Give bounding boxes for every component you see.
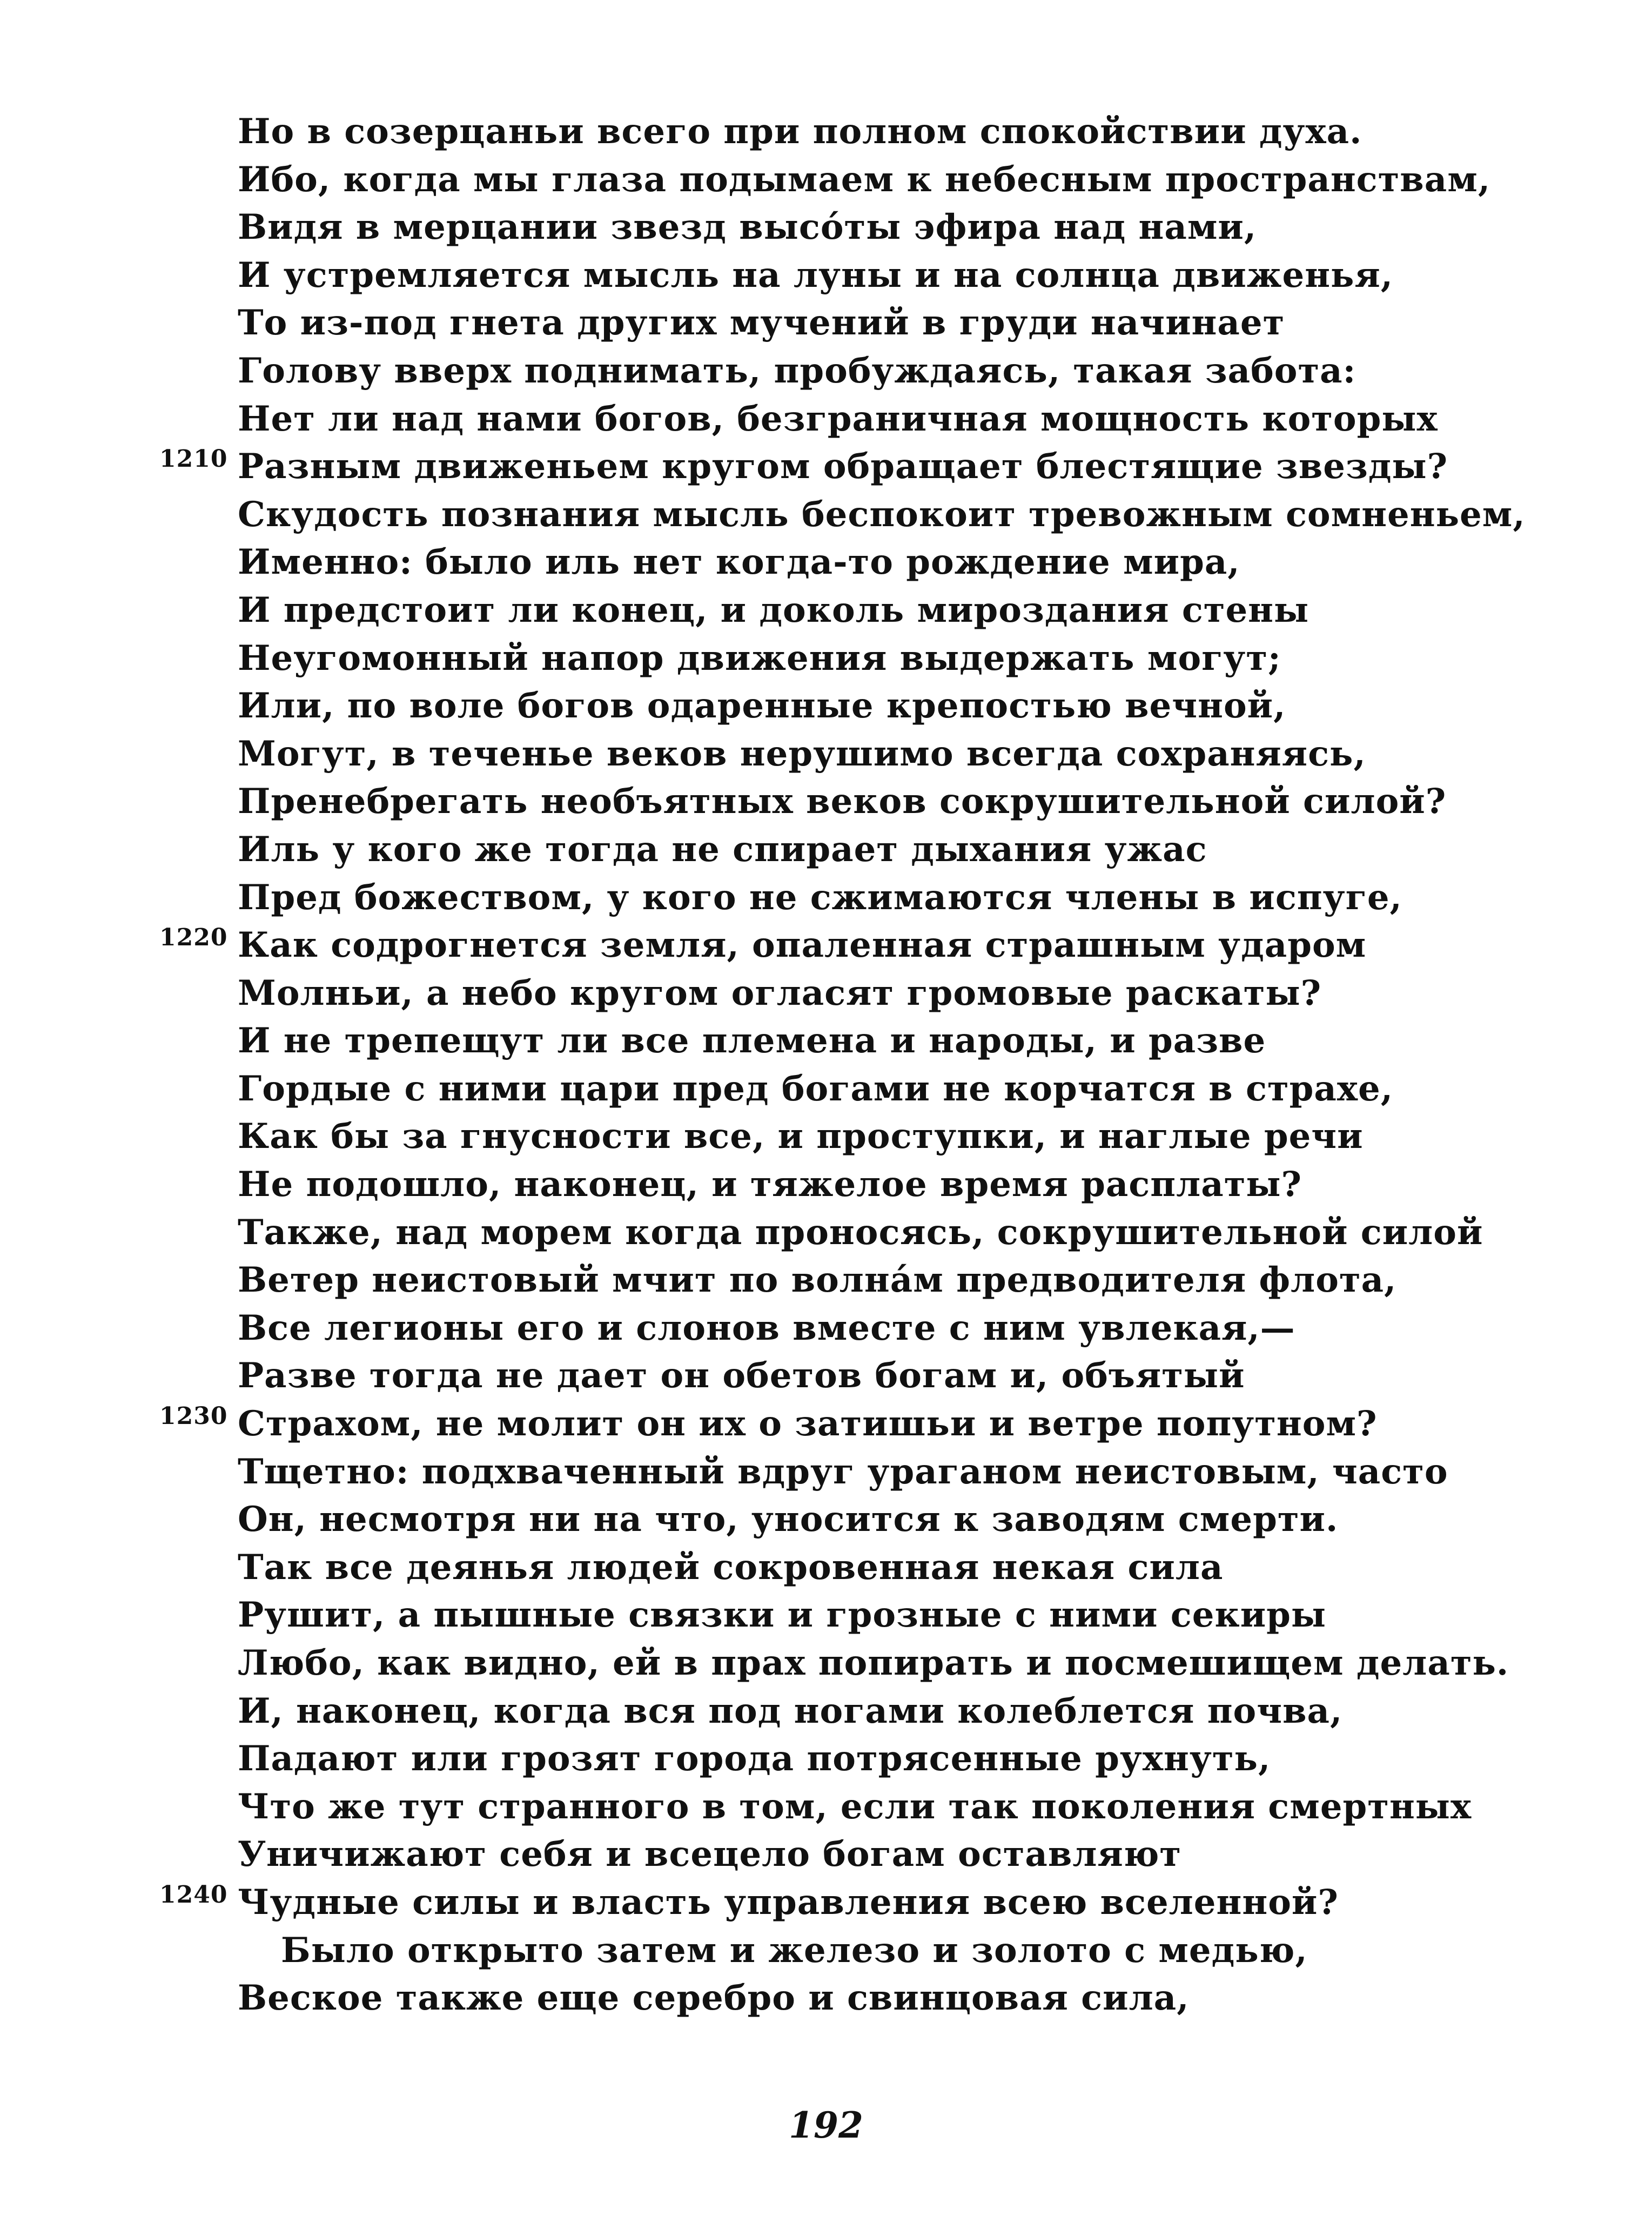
poem-line [238, 1544, 1545, 1592]
poem-line [238, 635, 1545, 683]
poem-line [238, 108, 1545, 156]
poem-line [238, 1591, 1545, 1640]
poem-line-text: Не подошло, наконец, и тяжелое время расплаты? [238, 1164, 1302, 1205]
poem-line-text: Неугомонный напор движения выдержать могут; [238, 637, 1281, 678]
line-number: 1220 [159, 924, 228, 952]
poem-line-text: И предстоит ли конец, и доколь мироздания стены [238, 589, 1309, 630]
poem-line-text: Как содрогнется земля, опаленная страшным ударом [238, 925, 1367, 966]
poem-line-text: И, наконец, когда вся под ногами колеблется почва, [238, 1690, 1343, 1731]
poem-line [238, 1257, 1545, 1305]
poem-line [238, 682, 1545, 730]
poem-line [159, 922, 1545, 970]
poem-line-text: Падают или грозят города потрясенные рухнуть, [238, 1738, 1271, 1779]
poem-line-text: Ибо, когда мы глаза подымаем к небесным пространствам, [238, 159, 1491, 200]
poem-line-text: Было открыто затем и железо и золото с медью, [281, 1930, 1308, 1971]
poem-line [238, 587, 1545, 635]
poem-line-text: Иль у кого же тогда не спирает дыхания ужас [238, 829, 1207, 870]
poem-line-text: Нет ли над нами богов, безграничная мощность которых [238, 398, 1438, 439]
poem-line [238, 778, 1545, 826]
poem-line [238, 1448, 1545, 1496]
line-number: 1210 [159, 445, 228, 473]
poem-line [238, 491, 1545, 539]
poem-line [159, 1400, 1545, 1448]
poem-line-text: То из-под гнета других мучений в груди начинает [238, 303, 1285, 344]
poem-line-text: Веское также еще серебро и свинцовая сила, [238, 1978, 1190, 2019]
poem-line [159, 443, 1545, 491]
poem-line-text: Именно: было иль нет когда-то рождение мира, [238, 542, 1240, 583]
poem-line [238, 826, 1545, 874]
poem-line-text: Скудость познания мысль беспокоит тревожным сомненьем, [238, 494, 1526, 535]
poem-line-text: Или, по воле богов одаренные крепостью вечной, [238, 686, 1286, 727]
poem-line-text: Как бы за гнусности все, и проступки, и наглые речи [238, 1116, 1364, 1157]
poem-line [238, 252, 1545, 300]
poem-line [238, 1017, 1545, 1065]
poem-line [238, 1640, 1545, 1688]
poem-line-text: Также, над морем когда проносясь, сокрушительной силой [238, 1212, 1483, 1253]
poem-line-text: Он, несмотря ни на что, уносится к заводям смерти. [238, 1499, 1339, 1540]
poem-line-text: Но в созерцаньи всего при полном спокойствии духа. [238, 111, 1362, 152]
poem-line [238, 1688, 1545, 1736]
poem-line [238, 1496, 1545, 1544]
poem-line [238, 1113, 1545, 1161]
poem-text [159, 108, 1545, 2023]
poem-line-text: Все легионы его и слонов вместе с ним увлекая,— [238, 1307, 1295, 1348]
poem-line-text: Уничижают себя и всецело богам оставляют [238, 1834, 1182, 1875]
poem-line-text: Могут, в теченье веков нерушимо всегда сохраняясь, [238, 733, 1366, 774]
poem-line [238, 1161, 1545, 1209]
poem-line-text: Гордые с ними цари пред богами не корчатся в страхе, [238, 1068, 1393, 1109]
poem-line [238, 539, 1545, 587]
poem-line [238, 204, 1545, 252]
poem-line-text: Разным движеньем кругом обращает блестящие звезды? [238, 446, 1448, 487]
poem-line-text: Молньи, а небо кругом огласят громовые раскаты? [238, 972, 1322, 1013]
poem-line-text: Страхом, не молит он их о затишьи и ветре попутном? [238, 1403, 1378, 1445]
poem-line-text: Рушит, а пышные связки и грозные с ними секиры [238, 1595, 1327, 1636]
poem-line [238, 1352, 1545, 1400]
poem-line [238, 1305, 1545, 1353]
poem-line-text: Разве тогда не дает он обетов богам и, объятый [238, 1355, 1245, 1396]
line-number: 1240 [159, 1880, 228, 1909]
poem-line [238, 874, 1545, 922]
poem-line-text: Ветер неистовый мчит по волна́м предводителя флота, [238, 1260, 1397, 1301]
poem-line [238, 1065, 1545, 1113]
poem-line-text: Пред божеством, у кого не сжимаются члены в испуге, [238, 877, 1402, 918]
poem-line-text: Голову вверх поднимать, пробуждаясь, такая забота: [238, 350, 1356, 391]
poem-line-text: Тщетно: подхваченный вдруг ураганом неистовым, часто [238, 1451, 1448, 1492]
poem-line [238, 1831, 1545, 1879]
poem-line-text: Любо, как видно, ей в прах попирать и посмешищем делать. [238, 1643, 1509, 1683]
poem-line [238, 1209, 1545, 1257]
line-number: 1230 [159, 1402, 228, 1430]
poem-line [238, 1735, 1545, 1783]
poem-line [238, 395, 1545, 444]
poem-line [238, 1927, 1545, 1975]
poem-line [238, 156, 1545, 204]
poem-line-text: Пренебрегать необъятных веков сокрушительной силой? [238, 781, 1447, 822]
poem-line-text: И устремляется мысль на луны и на солнца движенья, [238, 254, 1394, 295]
poem-line [238, 347, 1545, 395]
poem-line-text: Так все деянья людей сокровенная некая сила [238, 1547, 1224, 1588]
page-number: 192 [789, 2104, 863, 2146]
poem-line [238, 1783, 1545, 1831]
poem-line [238, 730, 1545, 778]
poem-line-text: Что же тут странного в том, если так поколения смертных [238, 1786, 1472, 1827]
poem-line [159, 1879, 1545, 1927]
poem-line-text: Чудные силы и власть управления всею вселенной? [238, 1882, 1339, 1923]
poem-line [238, 1974, 1545, 2023]
poem-line [238, 970, 1545, 1018]
poem-line-text: Видя в мерцании звезд высо́ты эфира над нами, [238, 207, 1257, 248]
poem-line [238, 299, 1545, 347]
poem-line-text: И не трепещут ли все племена и народы, и разве [238, 1020, 1266, 1062]
